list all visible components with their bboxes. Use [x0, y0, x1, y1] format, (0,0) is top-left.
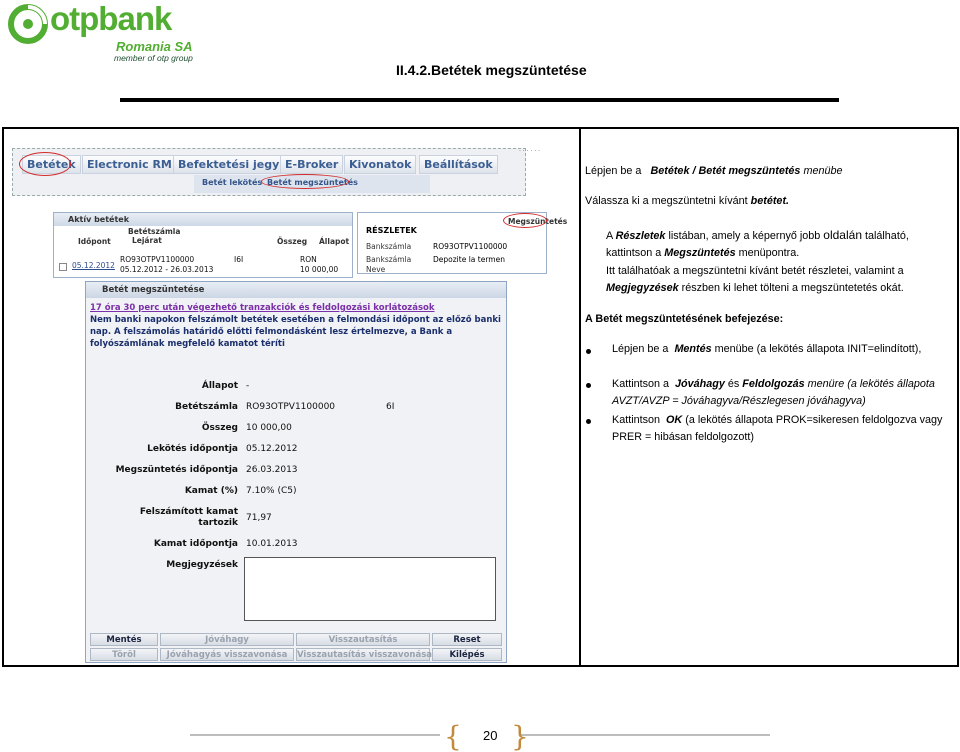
b3-ok: OK: [666, 414, 683, 426]
highlight-oval-betetek: [19, 152, 71, 176]
step3-h: menüpontra.: [738, 247, 800, 259]
label-megjegyzesek: Megjegyzések: [166, 560, 238, 570]
step3-e: található,: [865, 230, 909, 242]
bullet-1-icon: [586, 349, 591, 354]
b3-a: Kattintson: [612, 414, 661, 426]
detail-value-1: RO93OTPV1100000: [433, 242, 508, 251]
jovahagyas-visszavonasa-button[interactable]: Jóváhagyás visszavonása: [160, 648, 294, 661]
footer-rule-right: [520, 734, 770, 736]
row-account: RO93OTPV1100000: [120, 255, 195, 264]
step-2: [585, 193, 789, 210]
step1-menu-path: Betétek / Betét megszüntetés: [650, 165, 801, 177]
bullet-3: [612, 412, 958, 446]
button-row-2: [90, 648, 502, 662]
menubar-ellipsis: · · · · · ·: [519, 148, 540, 155]
menu-kivonatok[interactable]: Kivonatok: [344, 155, 416, 174]
step3-f: kattintson a: [606, 247, 662, 259]
menu-e-broker[interactable]: E-Broker: [280, 155, 343, 174]
b2-e: menüre (a lekötés állapota AVZT/AVZP = Jóváhagyva/Részlegesen jóváhagyva): [612, 378, 935, 407]
megszuntetes-button[interactable]: Megszüntetés: [508, 217, 568, 226]
b1-c: menübe (a lekötés állapota INIT=elindított),: [714, 343, 922, 355]
notes-textarea[interactable]: [244, 557, 496, 621]
step-3: [606, 227, 946, 262]
step3-d: oldalán: [823, 228, 862, 242]
menu-electronic-rm[interactable]: Electronic RM: [82, 155, 177, 174]
col-lejarat: Lejárat: [132, 236, 162, 245]
highlight-oval-megszuntetes: [503, 213, 547, 228]
label-kamat-idopontja: Kamat időpontja: [153, 539, 238, 549]
reset-button[interactable]: Reset: [432, 633, 502, 646]
footer-brace-right-icon: }: [511, 720, 529, 752]
detail-value-2: Depozite la termen: [433, 255, 505, 264]
step1-text-a: Lépjen be a: [585, 165, 642, 177]
logo-subtitle: Romania SA: [116, 39, 193, 54]
row-account-suffix: I6I: [234, 255, 244, 264]
details-panel: [357, 212, 568, 274]
value-lekotes-idopontja: 05.12.2012: [246, 444, 298, 454]
visszautasitas-visszavonasa-button[interactable]: Visszautasítás visszavonása: [297, 650, 433, 660]
step3-a: A: [606, 230, 613, 242]
detail-label-2: Bankszámla: [366, 255, 412, 264]
submenu-betet-megszuntetes[interactable]: Betét megszüntetés: [267, 178, 358, 187]
value-osszeg: 10 000,00: [246, 423, 292, 433]
b2-feldolgozas: Feldolgozás: [742, 378, 805, 390]
label-allapot: Állapot: [201, 381, 238, 391]
label-osszeg: Összeg: [201, 423, 238, 433]
label-lekotes-idopontja: Lekötés időpontja: [147, 444, 238, 454]
b2-jovahagy: Jóváhagy: [675, 378, 725, 390]
logo-member-text: member of otp group: [114, 53, 193, 63]
value-megszuntetes-idopontja: 26.03.2013: [246, 465, 298, 475]
bullet-2: [612, 376, 958, 410]
row-period: 05.12.2012 - 26.03.2013: [120, 265, 214, 274]
step-4: [606, 263, 951, 297]
step4-a: Itt találhatóak a megszüntetni kívánt betét részletei, valamint a: [606, 265, 904, 277]
b2-a: Kattintson a: [612, 378, 670, 390]
step-1: [585, 163, 842, 180]
header-divider: [120, 98, 839, 102]
step2-text-a: Válassza ki a megszüntetni kívánt: [585, 195, 748, 207]
label-felszamitott-kamat: Felszámított kamat tartozik: [139, 507, 238, 528]
col-betetszamla: Betétszámla: [128, 227, 181, 236]
menu-beallitasok[interactable]: Beállítások: [419, 155, 498, 174]
value-allapot: -: [246, 381, 250, 391]
row-date-link[interactable]: 05.12.2012: [72, 261, 115, 270]
col-allapot: Állapot: [319, 237, 350, 246]
detail-label-1: Bankszámla: [366, 242, 412, 251]
step4-c: részben ki lehet tölteni a megszüntetetés okát.: [681, 282, 904, 294]
active-deposits-panel: [53, 212, 353, 278]
step3-c: listában, amely a képernyő jobb: [668, 230, 821, 242]
label-megszuntetes-idopontja: Megszüntetés időpontja: [115, 465, 238, 475]
label-betetszamla: Betétszámla: [175, 402, 238, 412]
value-kamat: 7.10% (C5): [246, 486, 297, 496]
b2-c: és: [727, 378, 740, 390]
row-checkbox[interactable]: [59, 263, 67, 271]
footer-brace-left-icon: {: [444, 720, 462, 752]
footer-rule-left: [190, 734, 440, 736]
detail-label-3: Neve: [366, 265, 386, 274]
section-title: II.4.2.Betétek megszüntetése: [396, 62, 587, 78]
value-felszamitott-kamat: 71,97: [246, 513, 272, 523]
jovahagy-button[interactable]: Jóváhagy: [160, 633, 294, 646]
menu-betetek[interactable]: Betétek: [22, 155, 81, 174]
b3-c: (a lekötés állapota PROK=sikeresen feldolgozva vagy PRER = hibásan feldolgozott): [612, 414, 943, 443]
step3-reszletek: Részletek: [615, 230, 666, 242]
active-deposits-title: Aktív betétek: [54, 213, 352, 226]
finish-title: A Betét megszüntetésének befejezése:: [585, 313, 784, 325]
app-screenshot: [12, 148, 569, 663]
termination-dialog: [85, 281, 507, 663]
label-kamat: Kamat (%): [184, 486, 238, 496]
row-amount: 10 000,00: [300, 265, 339, 274]
value-betetszamla: RO93OTPV1100000: [246, 402, 336, 412]
b1-a: Lépjen be a: [612, 343, 669, 355]
step1-text-c: menübe: [803, 165, 843, 177]
visszautasitas-button[interactable]: Visszautasítás: [296, 633, 430, 646]
step3-megszuntetes: Megszüntetés: [664, 247, 736, 259]
mentes-button[interactable]: Mentés: [90, 633, 158, 646]
b1-mentes: Mentés: [674, 343, 712, 355]
step4-megjegyzesek: Megjegyzések: [606, 282, 679, 294]
highlight-oval-submenu: [261, 174, 349, 189]
torol-button[interactable]: Töröl: [90, 648, 158, 661]
col-idopont: Időpont: [78, 237, 111, 246]
bullet-1: [612, 341, 958, 358]
submenu-betet-lekotes[interactable]: Betét lekötés: [202, 178, 263, 187]
row-currency: RON: [300, 255, 317, 264]
bullet-2-icon: [586, 383, 591, 388]
value-kamat-idopontja: 10.01.2013: [246, 539, 298, 549]
col-osszeg: Összeg: [277, 237, 308, 246]
value-betetszamla-suffix: 6I: [386, 402, 395, 412]
dialog-warning: [90, 302, 502, 350]
warning-text: Nem banki napokon felszámolt betétek esetében a felmondási időpont az előző banki nap. A felszámolás határidő előtti felmondásként lesz értelmezve, a Bank a folyószámlának megfelelő kamatot téríti: [90, 315, 501, 349]
dialog-title: Betét megszüntetése: [86, 282, 506, 298]
kilepes-button[interactable]: Kilépés: [432, 648, 502, 661]
page-number: 20: [483, 728, 498, 743]
step2-betetet: betétet.: [750, 195, 790, 207]
otp-logo-mark-icon: [8, 4, 48, 44]
logo-wordmark: otpbank: [50, 0, 172, 37]
menu-befektetesi-jegy[interactable]: Befektetési jegy: [173, 155, 284, 174]
otp-logo: [8, 2, 198, 62]
bullet-3-icon: [586, 419, 591, 424]
button-row-1: [90, 633, 502, 647]
warning-link[interactable]: 17 óra 30 perc után végezhető tranzakciók és feldolgozási korlátozások: [90, 303, 435, 313]
details-title: RÉSZLETEK: [366, 226, 417, 235]
frame-divider: [579, 129, 581, 665]
